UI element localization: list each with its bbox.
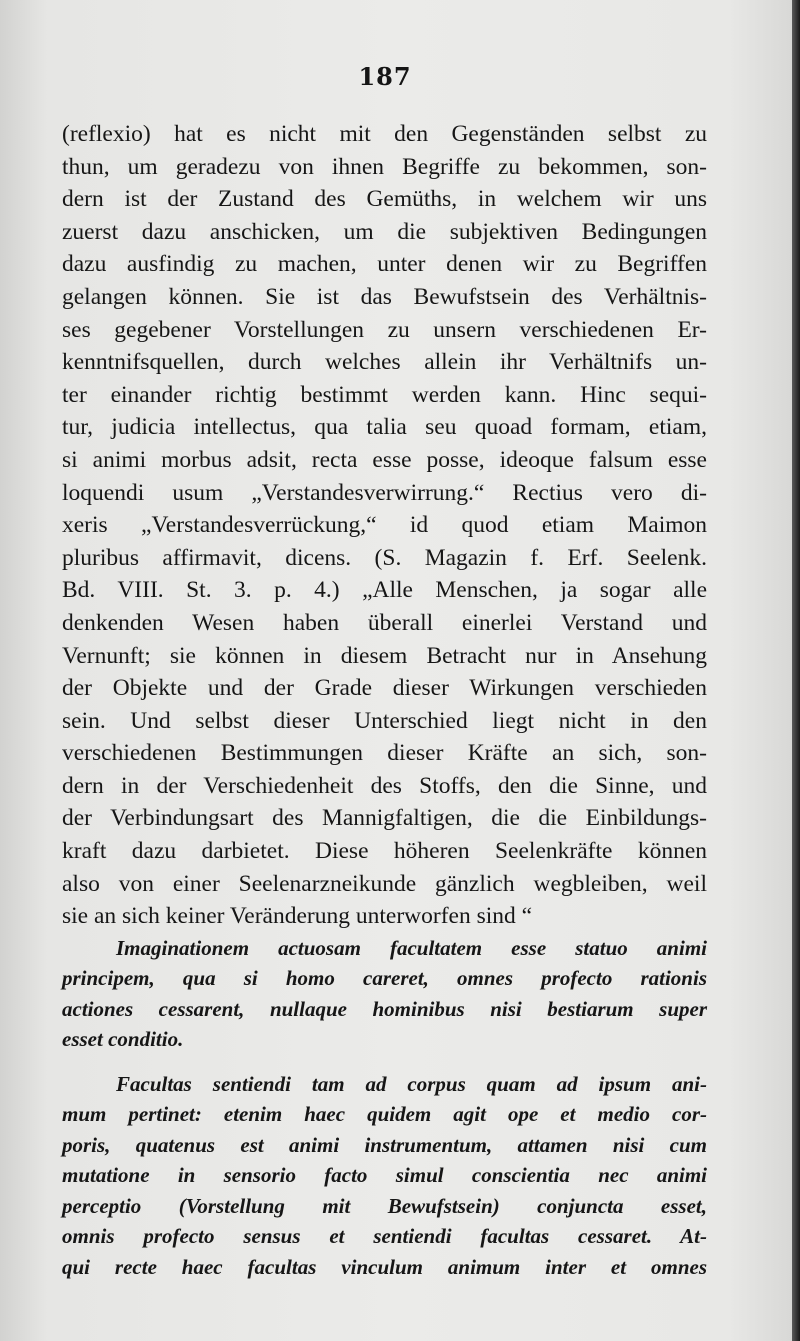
text-line: zuerst dazu anschicken, um die subjektiven Bedingungen: [62, 218, 707, 245]
text-line: tur, judicia intellectus, qua talia seu quoad formam, etiam,: [62, 414, 707, 441]
text-line: gelangen können. Sie ist das Bewufstsein des Verhältnis-: [62, 283, 707, 310]
latin-paragraph-1: [62, 933, 707, 1055]
text-line: omnis profecto sensus et sentiendi facultas cessaret. At-: [62, 1224, 707, 1249]
page-number: 187: [358, 62, 412, 91]
text-line: thun, um geradezu von ihnen Begriffe zu bekommen, son-: [62, 153, 707, 180]
text-line: sie an sich keiner Veränderung unterworfen sind “: [62, 903, 533, 930]
text-line: der Verbindungsart des Mannigfaltigen, die die Einbildungs-: [62, 805, 707, 832]
text-line: principem, qua si homo careret, omnes profecto rationis: [62, 966, 707, 991]
text-line: mum pertinet: etenim haec quidem agit ope et medio cor-: [62, 1102, 707, 1127]
text-line: poris, quatenus est animi instrumentum, attamen nisi cum: [62, 1132, 707, 1157]
text-line: dazu ausfindig zu machen, unter denen wir zu Begriffen: [62, 251, 707, 278]
german-paragraph: [62, 118, 707, 933]
text-line: verschiedenen Bestimmungen dieser Kräfte an sich, son-: [62, 740, 707, 767]
text-line: kraft dazu darbietet. Diese höheren Seelenkräfte können: [62, 838, 707, 865]
text-line: Bd. VIII. St. 3. p. 4.) „Alle Menschen, ja sogar alle: [62, 577, 707, 604]
text-line: dern ist der Zustand des Gemüths, in welchem wir uns: [62, 186, 707, 213]
text-line: (reflexio) hat es nicht mit den Gegenständen selbst zu: [62, 121, 707, 147]
text-line: sein. Und selbst dieser Unterschied liegt nicht in den: [62, 707, 707, 734]
text-line: also von einer Seelenarzneikunde gänzlich wegbleiben, weil: [62, 870, 707, 897]
text-line: Vernunft; sie können in diesem Betracht nur in Ansehung: [62, 642, 707, 669]
page-body: [62, 118, 707, 1282]
text-line: xeris „Verstandesverrückung,“ id quod etiam Maimon: [62, 512, 707, 539]
text-line: esset conditio.: [62, 1027, 184, 1052]
text-line: dern in der Verschiedenheit des Stoffs, den die Sinne, und: [62, 772, 707, 799]
text-line: actiones cessarent, nullaque hominibus nisi bestiarum super: [62, 996, 707, 1021]
text-line: qui recte haec facultas vinculum animum inter et omnes: [62, 1254, 707, 1279]
text-line: ses gegebener Vorstellungen zu unsern verschiedenen Er-: [62, 316, 707, 343]
latin-paragraph-2: [62, 1069, 707, 1283]
text-line: loquendi usum „Verstandesverwirrung.“ Rectius vero di-: [62, 479, 707, 506]
text-line: Facultas sentiendi tam ad corpus quam ad ipsum ani-: [116, 1071, 707, 1096]
text-line: ter einander richtig bestimmt werden kann. Hinc sequi-: [62, 381, 707, 408]
text-line: pluribus affirmavit, dicens. (S. Magazin f. Erf. Seelenk.: [62, 544, 707, 571]
text-line: der Objekte und der Grade dieser Wirkungen verschieden: [62, 675, 707, 702]
text-line: perceptio (Vorstellung mit Bewufstsein) conjuncta esset,: [62, 1193, 707, 1218]
paragraph-gap: [62, 1055, 707, 1069]
text-line: kenntnifsquellen, durch welches allein ihr Verhältnifs un-: [62, 349, 707, 376]
text-line: Imaginationem actuosam facultatem esse statuo animi: [116, 935, 707, 960]
text-line: denkenden Wesen haben überall einerlei Verstand und: [62, 609, 707, 636]
text-line: si animi morbus adsit, recta esse posse, ideoque falsum esse: [62, 446, 707, 473]
text-line: mutatione in sensorio facto simul conscientia nec animi: [62, 1163, 707, 1188]
page-edge-shadow: [792, 0, 800, 1341]
